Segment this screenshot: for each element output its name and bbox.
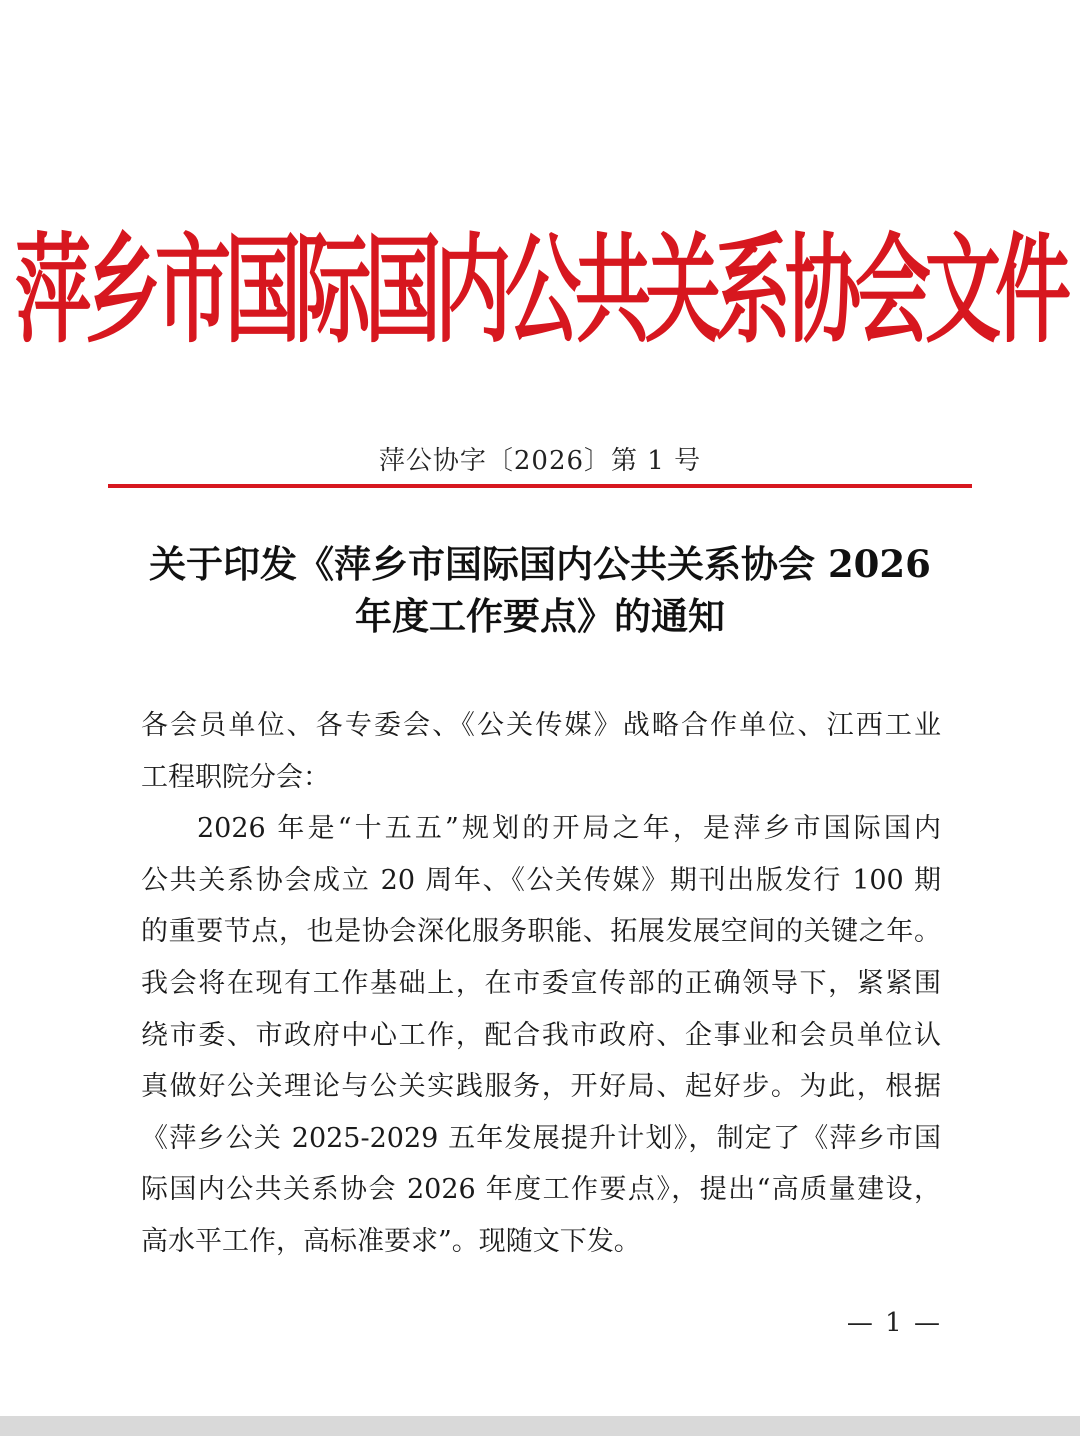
addressee-line-2: 工程职院分会：	[141, 761, 330, 793]
red-divider-line	[108, 484, 972, 488]
document-number: 萍公协字〔2026〕第 1 号	[378, 446, 702, 476]
body-line-4: 我会将在现有工作基础上，在市委宣传部的正确领导下，紧紧围	[141, 967, 941, 999]
document-masthead: 萍乡市国际国内公共关系协会文件	[15, 220, 1065, 359]
body-line-5: 绕市委、市政府中心工作，配合我市政府、企事业和会员单位认	[141, 1019, 941, 1051]
addressee-line-1: 各会员单位、各专委会、《公关传媒》战略合作单位、江西工业	[141, 710, 941, 741]
body-line-2: 公共关系协会成立 20 周年、《公关传媒》期刊出版发行 100 期	[141, 864, 941, 896]
body-line-8: 际国内公共关系协会 2026 年度工作要点》，提出“高质量建设，	[141, 1174, 941, 1206]
page-bottom-edge	[0, 1416, 1080, 1436]
notice-title-line-1: 关于印发《萍乡市国际国内公共关系协会 2026	[149, 542, 931, 586]
body-line-6: 真做好公关理论与公关实践服务，开好局、起好步。为此，根据	[141, 1071, 941, 1103]
page-number: — 1 —	[846, 1308, 942, 1338]
body-line-7: 《萍乡公关 2025-2029 五年发展提升计划》，制定了《萍乡市国	[141, 1122, 941, 1154]
body-line-1: 2026 年是“十五五”规划的开局之年，是萍乡市国际国内	[197, 813, 941, 845]
body-line-9: 高水平工作，高标准要求”。现随文下发。	[141, 1225, 641, 1257]
body-line-3: 的重要节点，也是协会深化服务职能、拓展发展空间的关键之年。	[141, 916, 941, 948]
notice-title	[120, 538, 960, 642]
notice-title-line-2: 年度工作要点》的通知	[355, 594, 725, 638]
notice-body	[141, 700, 941, 1268]
